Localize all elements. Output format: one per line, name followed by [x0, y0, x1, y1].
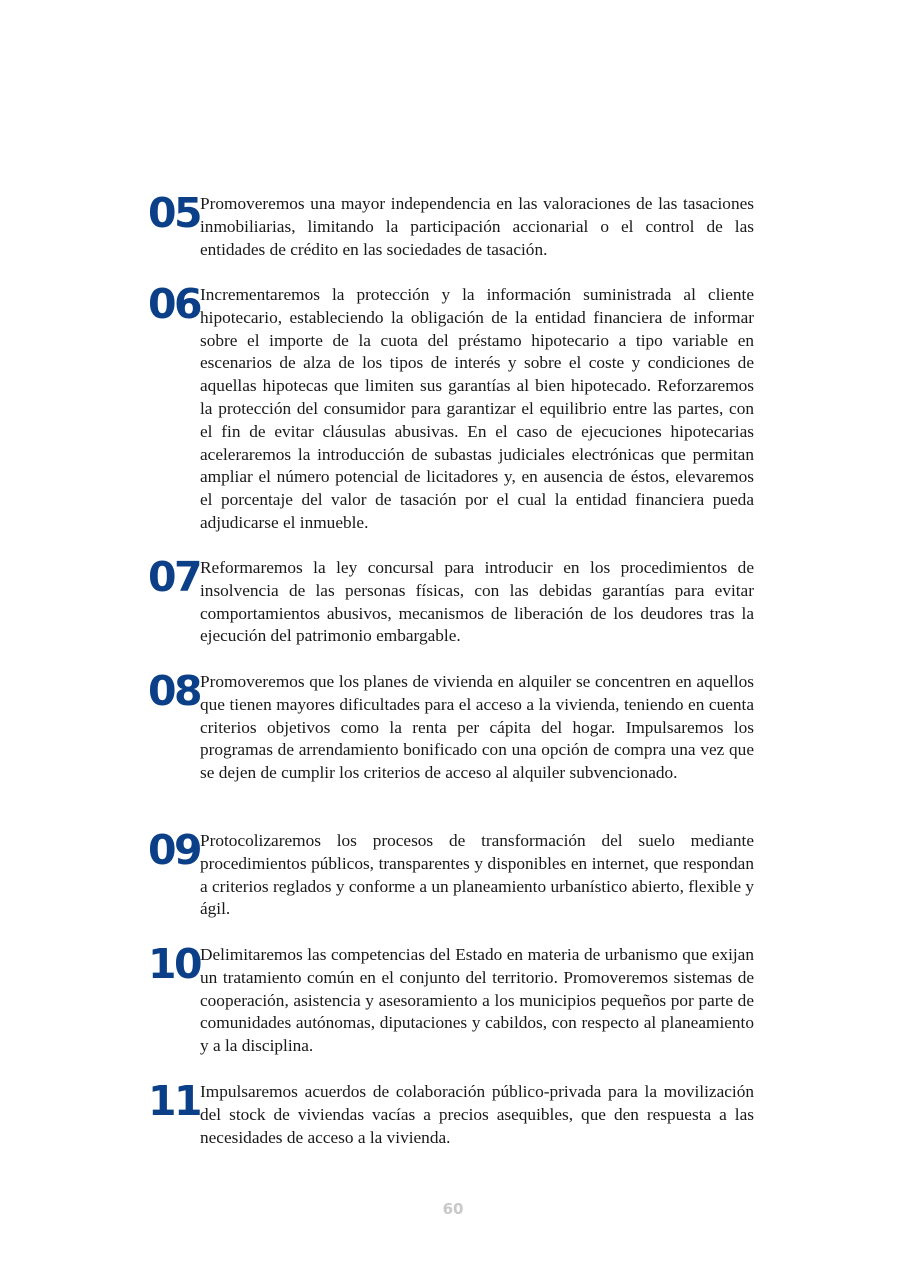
item-text: Impulsaremos acuerdos de colaboración público-privada para la movilización del stock de viviendas vacías a precios asequibles, que den respuesta a las necesidades de acceso a la vivienda.: [200, 1082, 754, 1147]
item-number: 08: [148, 667, 201, 715]
item-text: Protocolizaremos los procesos de transformación del suelo mediante procedimientos públicos, transparentes y disponibles en internet, que respondan a criterios reglados y conforme a un planeamiento urbanístico abierto, flexible y ágil.: [200, 831, 754, 919]
item-number: 09: [148, 826, 201, 874]
item-number: 05: [148, 189, 201, 237]
item-text: Promoveremos que los planes de vivienda en alquiler se concentren en aquellos que tienen mayores dificultades para el acceso a la vivienda, teniendo en cuenta criterios objetivos como la renta per cápita del hogar. Impulsaremos los programas de arrendamiento bonificado con una opción de compra una vez que se dejen de cumplir los criterios de acceso al alquiler subvencionado.: [200, 672, 754, 783]
item-text: Delimitaremos las competencias del Estado en materia de urbanismo que exijan un tratamiento común en el conjunto del territorio. Promoveremos sistemas de cooperación, asistencia y asesoramiento a los municipios pequeños por parte de comunidades autónomas, diputaciones y cabildos, con respecto al planeamiento y a la disciplina.: [200, 945, 754, 1056]
item-text: Reformaremos la ley concursal para introducir en los procedimientos de insolvencia de las personas físicas, con las debidas garantías para evitar comportamientos abusivos, mecanismos de liberación de los deudores tras la ejecución del patrimonio embargable.: [200, 558, 754, 646]
item-text: Promoveremos una mayor independencia en las valoraciones de las tasaciones inmobiliarias, limitando la participación accionarial o el control de las entidades de crédito en las sociedades de tasación.: [200, 194, 754, 259]
item-text: Incrementaremos la protección y la información suministrada al cliente hipotecario, estableciendo la obligación de la entidad financiera de informar sobre el importe de la cuota del préstamo hipotecario a tipo variable en escenarios de alza de los tipos de interés y sobre el coste y condiciones de aquellas hipotecas que limiten sus garantías al bien hipotecado. Reforzaremos la protección del consumidor para garantizar el equilibrio entre las partes, con el fin de evitar cláusulas abusivas. En el caso de ejecuciones hipotecarias aceleraremos la introducción de subastas judiciales electrónicas que permitan ampliar el número potencial de licitadores y, en ausencia de éstos, elevaremos el porcentaje del valor de tasación por el cual la entidad financiera pueda adjudicarse el inmueble.: [200, 285, 754, 532]
item-number: 06: [148, 280, 201, 328]
item-number: 10: [148, 940, 201, 988]
item-number: 11: [148, 1077, 201, 1125]
item-number: 07: [148, 553, 201, 601]
page-number: 60: [442, 1200, 464, 1218]
